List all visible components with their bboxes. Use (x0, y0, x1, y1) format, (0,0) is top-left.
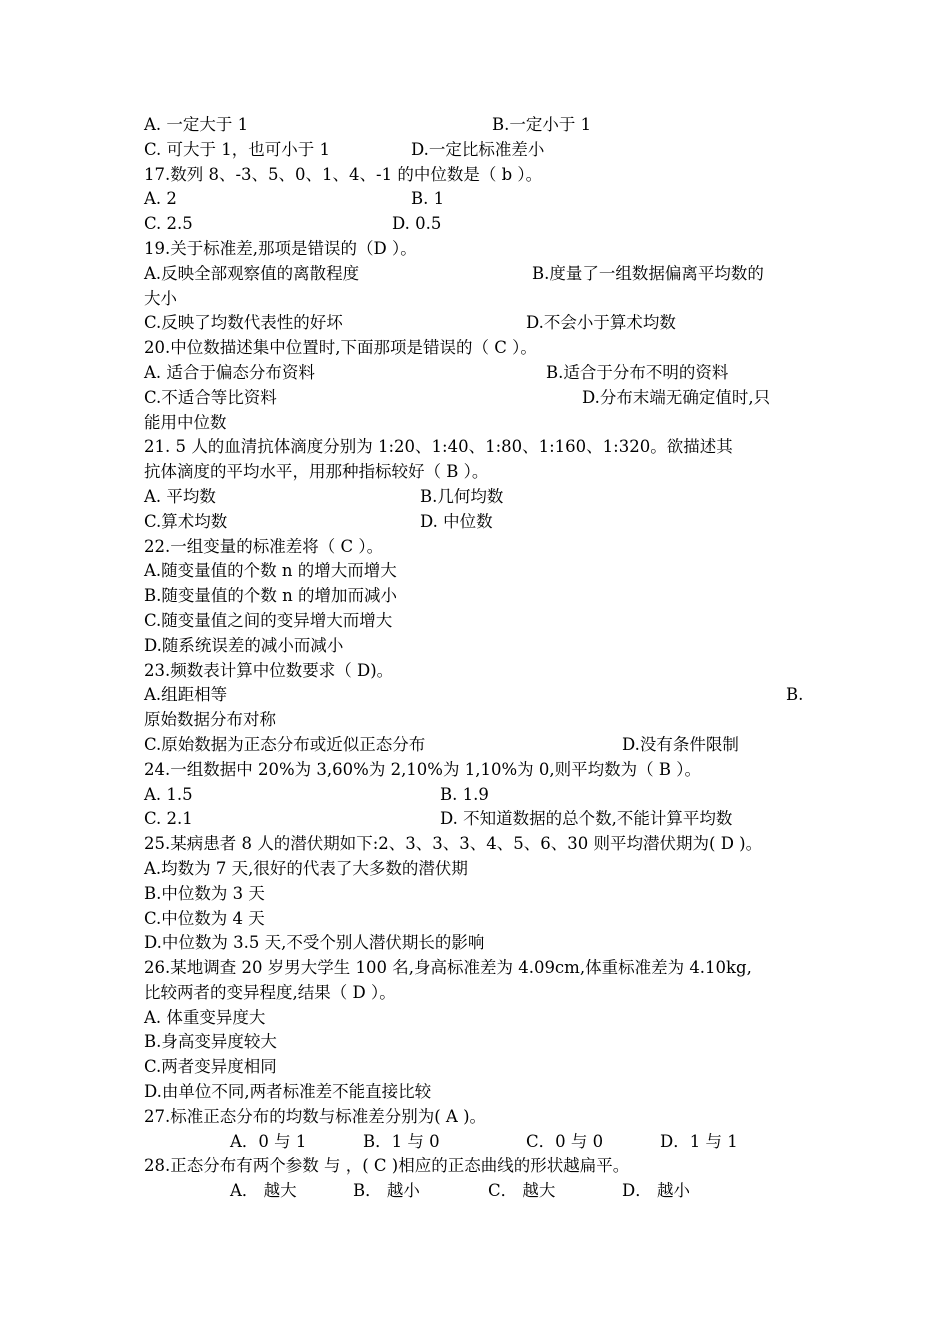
text: B．1 与 0 (363, 1131, 440, 1151)
text: B.适合于分布不明的资料 (546, 362, 729, 382)
text-line (144, 733, 810, 758)
text: C.随变量值之间的变异增大而增大 (144, 610, 393, 630)
text-line (144, 311, 810, 336)
text-line (144, 659, 810, 684)
text: B.身高变异度较大 (144, 1032, 277, 1052)
text: B.度量了一组数据偏离平均数的 (532, 263, 764, 283)
text-line (144, 510, 810, 535)
text: A． 越大 (230, 1181, 297, 1201)
text-line (144, 807, 810, 832)
text: 28.正态分布有两个参数 与 ，( C )相应的正态曲线的形状越扁平。 (144, 1156, 630, 1176)
text: D.分布末端无确定值时,只 (582, 387, 771, 407)
text: A. 2 (144, 189, 177, 209)
text-line (144, 907, 810, 932)
text: C.算术均数 (144, 511, 228, 531)
text-line (144, 1130, 810, 1155)
text-line (144, 559, 810, 584)
text: 比较两者的变异程度,结果（ D ）。 (144, 982, 396, 1002)
text: D. 不知道数据的总个数,不能计算平均数 (440, 809, 733, 829)
text-line (144, 609, 810, 634)
text: C. 2.5 (144, 214, 193, 234)
text-line (144, 683, 810, 708)
text-line (144, 1080, 810, 1105)
text: D．1 与 1 (660, 1131, 738, 1151)
text: A. 1.5 (144, 784, 193, 804)
text: 能用中位数 (144, 412, 227, 432)
text: 23.频数表计算中位数要求（ D)。 (144, 660, 394, 680)
text: C.原始数据为正态分布或近似正态分布 (144, 734, 426, 754)
text: A．0 与 1 (230, 1131, 307, 1151)
text-line (144, 262, 810, 287)
text: D.没有条件限制 (622, 734, 739, 754)
text: A. 体重变异度大 (144, 1007, 266, 1027)
text: 25.某病患者 8 人的潜伏期如下:2、3、3、3、4、5、6、30 则平均潜伏期为( D )。 (144, 834, 763, 854)
text-line (144, 1179, 810, 1204)
text-line (144, 535, 810, 560)
text-line (144, 411, 810, 436)
text: A.均数为 7 天,很好的代表了大多数的潜伏期 (144, 858, 468, 878)
text-line (144, 956, 810, 981)
text: C.中位数为 4 天 (144, 908, 265, 928)
text-line (144, 1105, 810, 1130)
text: C． 越大 (488, 1181, 556, 1201)
text: 17.数列 8、-3、5、0、1、4、-1 的中位数是（ b ）。 (144, 164, 543, 184)
text: C.两者变异度相同 (144, 1057, 277, 1077)
text-line (144, 361, 810, 386)
text: 22.一组变量的标准差将（ C ）。 (144, 536, 384, 556)
text-line (144, 758, 810, 783)
text: B.随变量值的个数 n 的增加而减小 (144, 586, 397, 606)
text-line (144, 386, 810, 411)
text: D． 越小 (622, 1181, 690, 1201)
text: B.几何均数 (420, 486, 504, 506)
text: D.由单位不同,两者标准差不能直接比较 (144, 1082, 432, 1102)
text-line (144, 187, 810, 212)
text: B. 1.9 (440, 784, 489, 804)
text-line (144, 212, 810, 237)
document-page (144, 113, 810, 1204)
text-line (144, 708, 810, 733)
text-line (144, 237, 810, 262)
text-line (144, 1030, 810, 1055)
text-line (144, 485, 810, 510)
text: B.一定小于 1 (492, 115, 592, 134)
text: A. 一定大于 1 (144, 115, 249, 134)
text: D.随系统误差的减小而减小 (144, 635, 344, 655)
text-line (144, 1055, 810, 1080)
text: D.中位数为 3.5 天,不受个别人潜伏期长的影响 (144, 933, 485, 953)
text-line (144, 981, 810, 1006)
text: 原始数据分布对称 (144, 710, 276, 730)
text-line (144, 435, 810, 460)
text: 27.标准正态分布的均数与标准差分别为( A )。 (144, 1106, 487, 1126)
text-line (144, 1006, 810, 1031)
text-line (144, 336, 810, 361)
text: B. (786, 685, 804, 705)
text: D. 0.5 (392, 214, 442, 234)
text: 20.中位数描述集中位置时,下面那项是错误的（ C ）。 (144, 338, 537, 358)
text-line (144, 287, 810, 312)
text: C.反映了均数代表性的好坏 (144, 313, 343, 333)
text-line (144, 1154, 810, 1179)
text: A.随变量值的个数 n 的增大而增大 (144, 561, 397, 581)
text: B． 越小 (353, 1181, 420, 1201)
text: B. 1 (411, 189, 445, 209)
text-line (144, 832, 810, 857)
text-line (144, 138, 810, 163)
text: 抗体滴度的平均水平，用那种指标较好（ B ）。 (144, 462, 489, 482)
text: 21. 5 人的血清抗体滴度分别为 1:20、1:40、1:80、1:160、1:320。欲描述其 (144, 437, 733, 457)
text: 24.一组数据中 20%为 3,60%为 2,10%为 1,10%为 0,则平均数为（ B ）。 (144, 759, 701, 779)
text: 26.某地调查 20 岁男大学生 100 名,身高标准差为 4.09cm,体重标准差为 4.10kg, (144, 958, 752, 978)
text-line (144, 113, 810, 138)
text: A. 平均数 (144, 486, 216, 506)
text-line (144, 460, 810, 485)
text: 19.关于标准差,那项是错误的（D ）。 (144, 238, 417, 258)
text: D.不会小于算术均数 (526, 313, 676, 333)
text: A.组距相等 (144, 685, 228, 705)
text: C. 2.1 (144, 809, 193, 829)
text: C．0 与 0 (526, 1131, 604, 1151)
text-line (144, 882, 810, 907)
text-line (144, 634, 810, 659)
text: 大小 (144, 288, 177, 308)
text: C. 可大于 1，也可小于 1 (144, 139, 331, 159)
text: D. 中位数 (420, 511, 493, 531)
text: B.中位数为 3 天 (144, 883, 265, 903)
text-line (144, 857, 810, 882)
text: D.一定比标准差小 (411, 139, 545, 159)
text-line (144, 163, 810, 188)
text-line (144, 783, 810, 808)
text-line (144, 584, 810, 609)
text: C.不适合等比资料 (144, 387, 277, 407)
text-line (144, 931, 810, 956)
text: A.反映全部观察值的离散程度 (144, 263, 360, 283)
text: A. 适合于偏态分布资料 (144, 362, 315, 382)
